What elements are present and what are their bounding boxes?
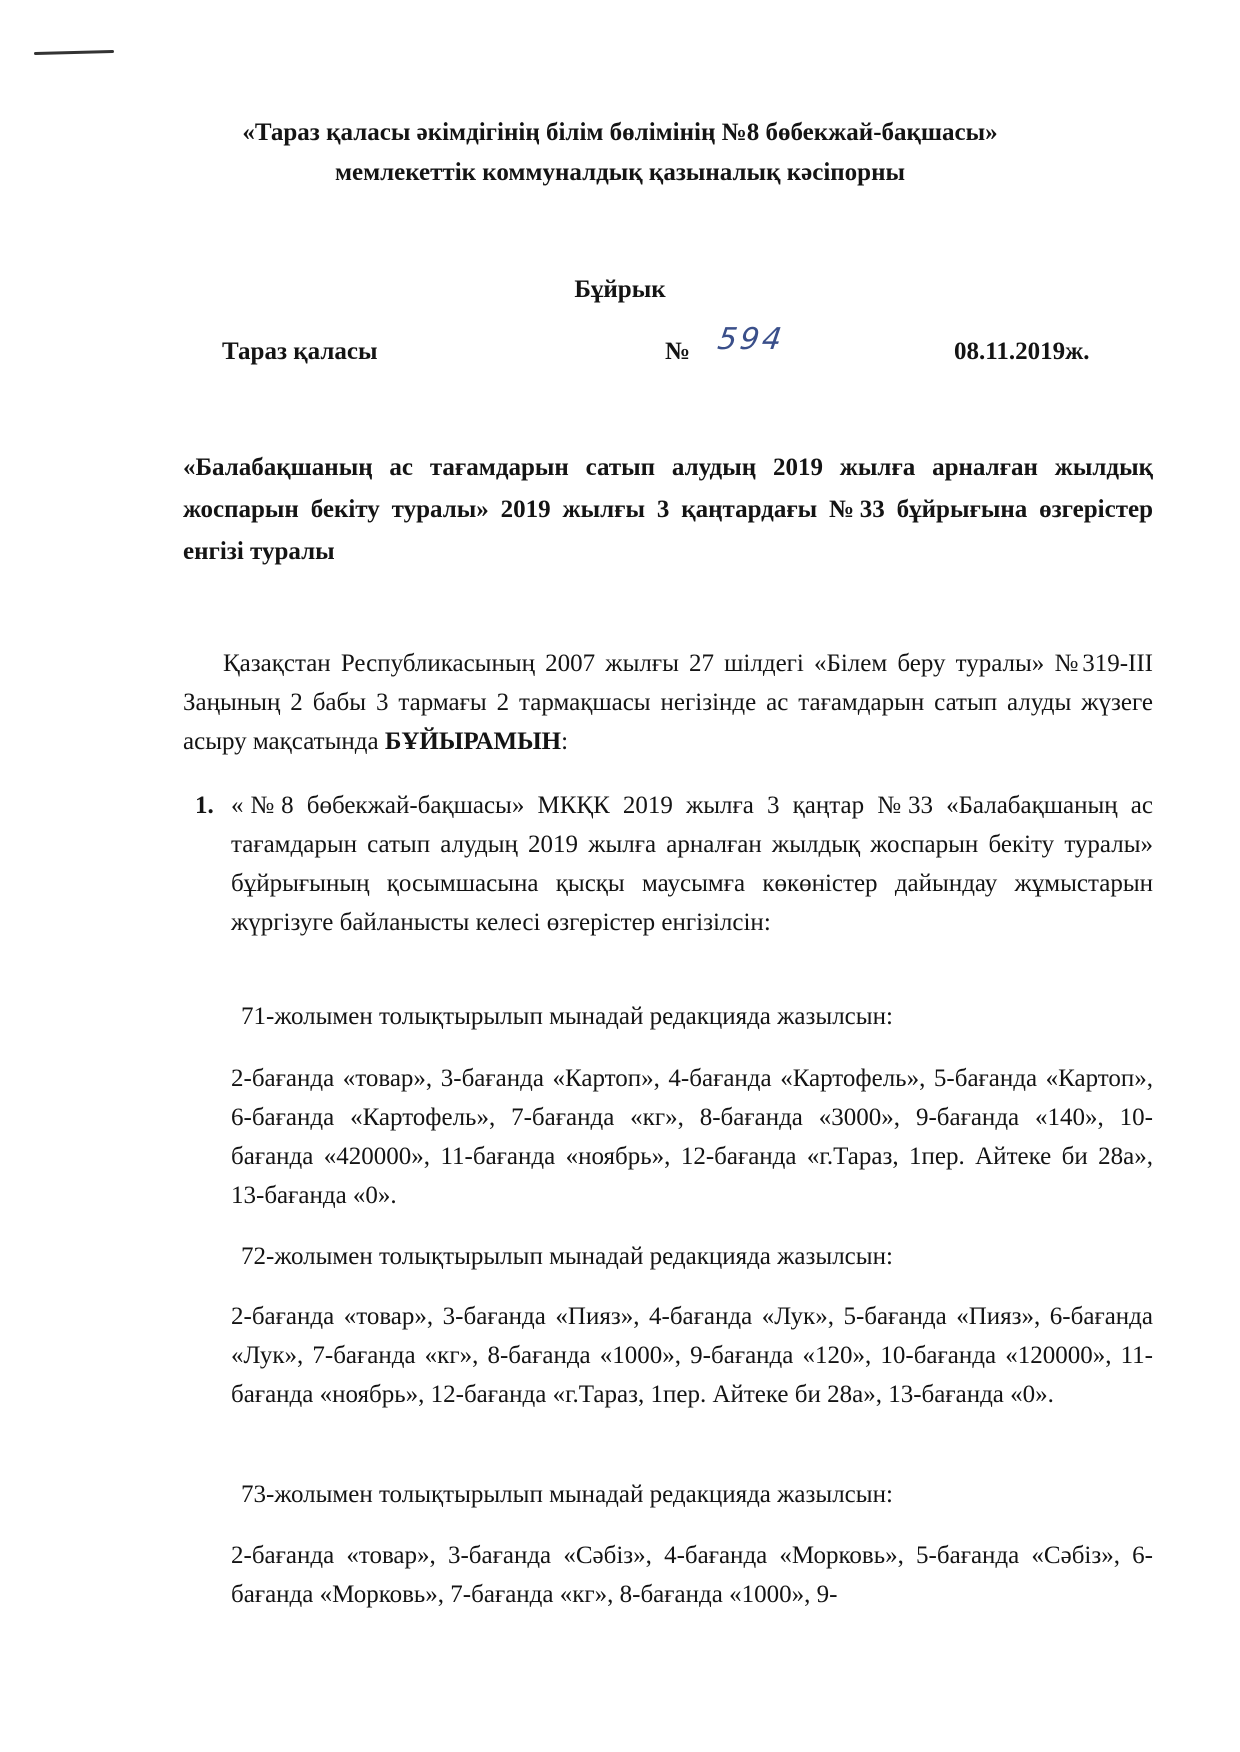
organization-header xyxy=(0,113,1240,193)
item-1-text: «№8 бөбекжай-бақшасы» МКҚК 2019 жылға 3 қаңтар №33 «Балабақшаның ас тағамдарын сатып алудың 2019 жылға арналған жылдық жоспарын бекіту туралы» бұйрығының қосымшасына қысқы маусымға көкөністер дайындау жұмыстарын жүргізуге байланысты келесі өзгерістер енгізілсін: xyxy=(231,792,1153,936)
organization-name: «Тараз қаласы әкімдігінің білім бөлімінің №8 бөбекжай-бақшасы» xyxy=(242,119,998,146)
document-city: Тараз қаласы xyxy=(222,338,378,365)
organization-type: мемлекеттік коммуналдық қазыналық кәсіпорны xyxy=(334,159,905,186)
row-73-content: 2-бағанда «товар», 3-бағанда «Сәбіз», 4-бағанда «Морковь», 5-бағанда «Сәбіз», 6-бағанда «Морковь», 7-бағанда «кг», 8-бағанда «1000», 9- xyxy=(231,1542,1153,1608)
document-number-label: № xyxy=(665,338,691,365)
item-1-number: 1. xyxy=(195,792,214,819)
row-71-heading: 71-жолымен толықтырылып мынадай редакцияда жазылсын: xyxy=(241,1003,893,1030)
preamble-suffix: : xyxy=(561,728,569,755)
preamble-text: Қазақстан Республикасының 2007 жылғы 27 шілдегі «Білем беру туралы» №319-III Заңының 2 бабы 3 тармағы 2 тармақшасы негізінде ас тағамдарын сатып алуды жүзеге асыру мақсатында xyxy=(183,650,1153,755)
preamble-paragraph xyxy=(183,644,1153,761)
row-71-content: 2-бағанда «товар», 3-бағанда «Картоп», 4-бағанда «Картофель», 5-бағанда «Картоп», 6-бағанда «Картофель», 7-бағанда «кг», 8-бағанда «3000», 9-бағанда «140», 10-бағанда «420000», 11-бағанда «ноябрь», 12-бағанда «г.Тараз, 1пер. Айтеке би 28а», 13-бағанда «0». xyxy=(231,1065,1153,1209)
row-72-heading: 72-жолымен толықтырылып мынадай редакцияда жазылсын: xyxy=(241,1243,893,1270)
scan-mark xyxy=(34,50,114,55)
row-73-heading: 73-жолымен толықтырылып мынадай редакцияда жазылсын: xyxy=(241,1481,893,1508)
document-type: Бұйрык xyxy=(574,276,666,303)
order-subject: «Балабақшаның ас тағамдарын сатып алудың 2019 жылға арналған жылдық жоспарын бекіту туралы» 2019 жылғы 3 қаңтардағы №33 бұйрығына өзгерістер енгізі туралы xyxy=(183,454,1153,565)
document-date: 08.11.2019ж. xyxy=(954,338,1090,365)
row-72-content: 2-бағанда «товар», 3-бағанда «Пияз», 4-бағанда «Лук», 5-бағанда «Пияз», 6-бағанда «Лук», 7-бағанда «кг», 8-бағанда «1000», 9-бағанда «120», 10-бағанда «120000», 11-бағанда «ноябрь», 12-бағанда «г.Тараз, 1пер. Айтеке би 28а», 13-бағанда «0». xyxy=(231,1303,1153,1408)
document-number-handwritten: 594 xyxy=(715,322,787,357)
preamble-emphasis: БҰЙЫРАМЫН xyxy=(384,728,562,755)
